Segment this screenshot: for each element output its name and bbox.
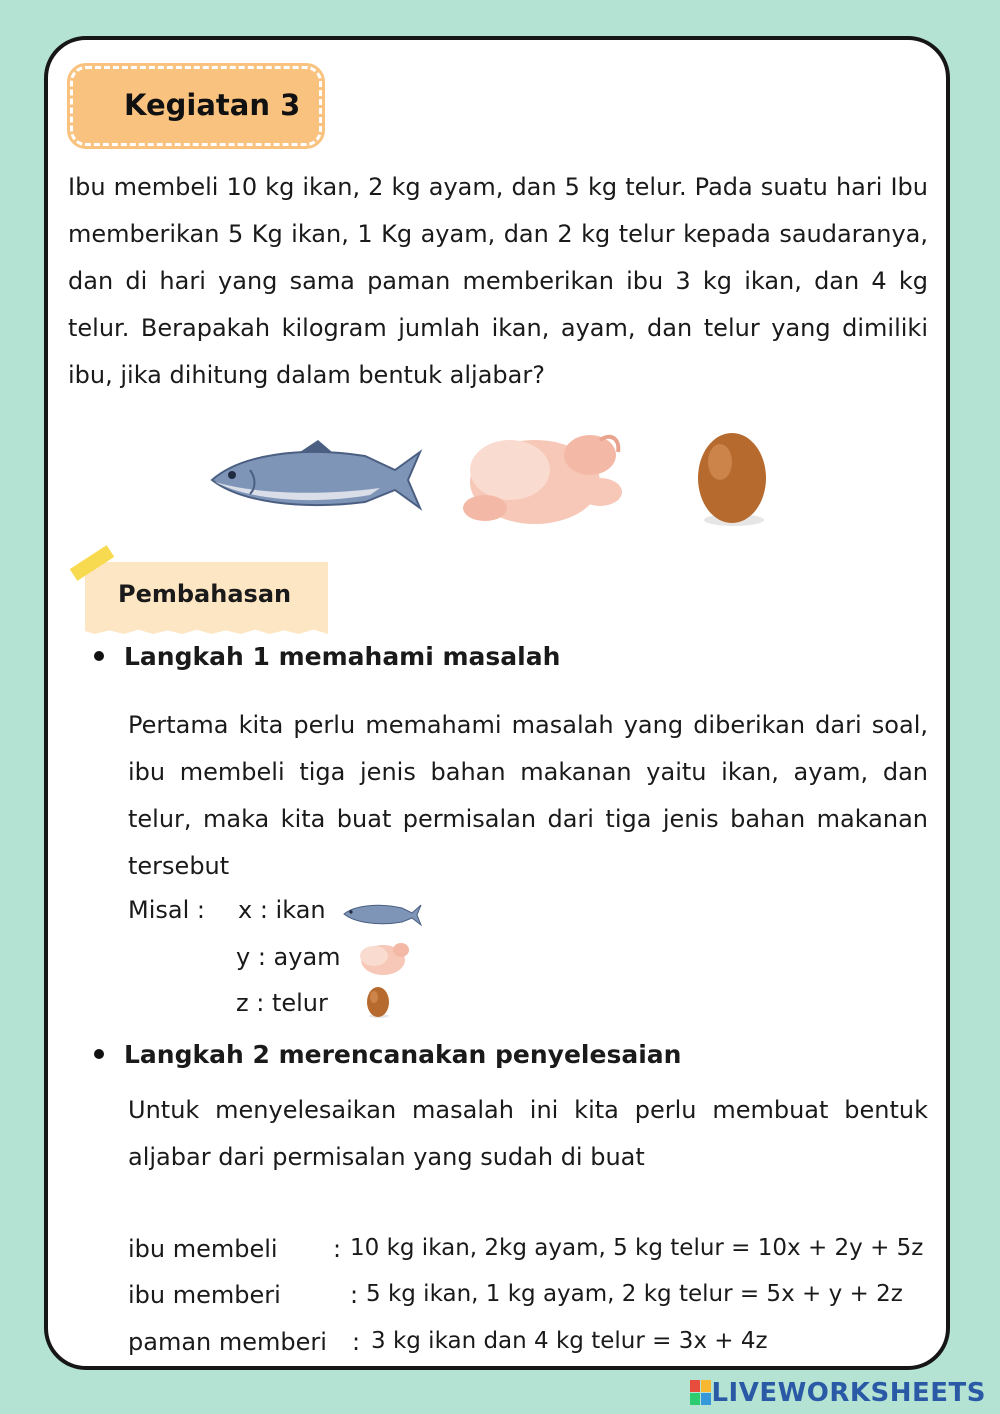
- step1-heading-text: Langkah 1 memahami masalah: [124, 642, 561, 671]
- step2-text: Untuk menyelesaikan masalah ini kita perlu membuat bentuk aljabar dari permisalan yang sudah di buat: [128, 1096, 928, 1171]
- step2-heading-text: Langkah 2 merencanakan penyelesaian: [124, 1040, 682, 1069]
- variable-x: x : ikan: [238, 896, 326, 924]
- problem-text: Ibu membeli 10 kg ikan, 2 kg ayam, dan 5 kg telur. Pada suatu hari Ibu memberikan 5 Kg ikan, 1 Kg ayam, dan 2 kg telur kepada saudaranya, dan di hari yang sama paman memberikan ibu 3 kg ikan, dan 4 kg telur. Berapakah kilogram jumlah ikan, ayam, dan telur yang dimiliki ibu, jika dihitung dalam bentuk aljabar?: [68, 173, 928, 389]
- equation-value: 10 kg ikan, 2kg ayam, 5 kg telur = 10x + 2y + 5z: [350, 1235, 924, 1261]
- variable-z: z : telur: [236, 989, 328, 1017]
- bullet-icon: [94, 1049, 104, 1059]
- activity-title: Kegiatan 3: [124, 88, 301, 122]
- egg-icon: [367, 987, 389, 1018]
- brand-wordmark[interactable]: LIVEWORKSHEETS: [711, 1378, 986, 1408]
- fish-icon: [344, 905, 421, 925]
- variable-y: y : ayam: [236, 943, 341, 971]
- equation-value: 3 kg ikan dan 4 kg telur = 3x + 4z: [371, 1328, 768, 1354]
- equation-separator: :: [350, 1281, 359, 1309]
- equation-value: 5 kg ikan, 1 kg ayam, 2 kg telur = 5x + y + 2z: [366, 1281, 903, 1307]
- step1-text: Pertama kita perlu memahami masalah yang diberikan dari soal, ibu membeli tiga jenis bahan makanan yaitu ikan, ayam, dan telur, maka kita buat permisalan dari tiga jenis bahan makanan tersebut: [128, 711, 928, 880]
- equation-separator: :: [333, 1235, 342, 1263]
- liveworksheets-logo-icon: [690, 1380, 712, 1406]
- equation-label: ibu memberi: [128, 1281, 281, 1309]
- step2-heading: [94, 1040, 681, 1069]
- misal-label: Misal :: [128, 896, 205, 924]
- equation-label: paman memberi: [128, 1328, 327, 1356]
- step2-paragraph: [128, 1087, 928, 1181]
- chicken-icon: [360, 943, 409, 975]
- equation-label: ibu membeli: [128, 1235, 278, 1263]
- equation-separator: :: [352, 1328, 361, 1356]
- pembahasan-label: Pembahasan: [118, 580, 292, 608]
